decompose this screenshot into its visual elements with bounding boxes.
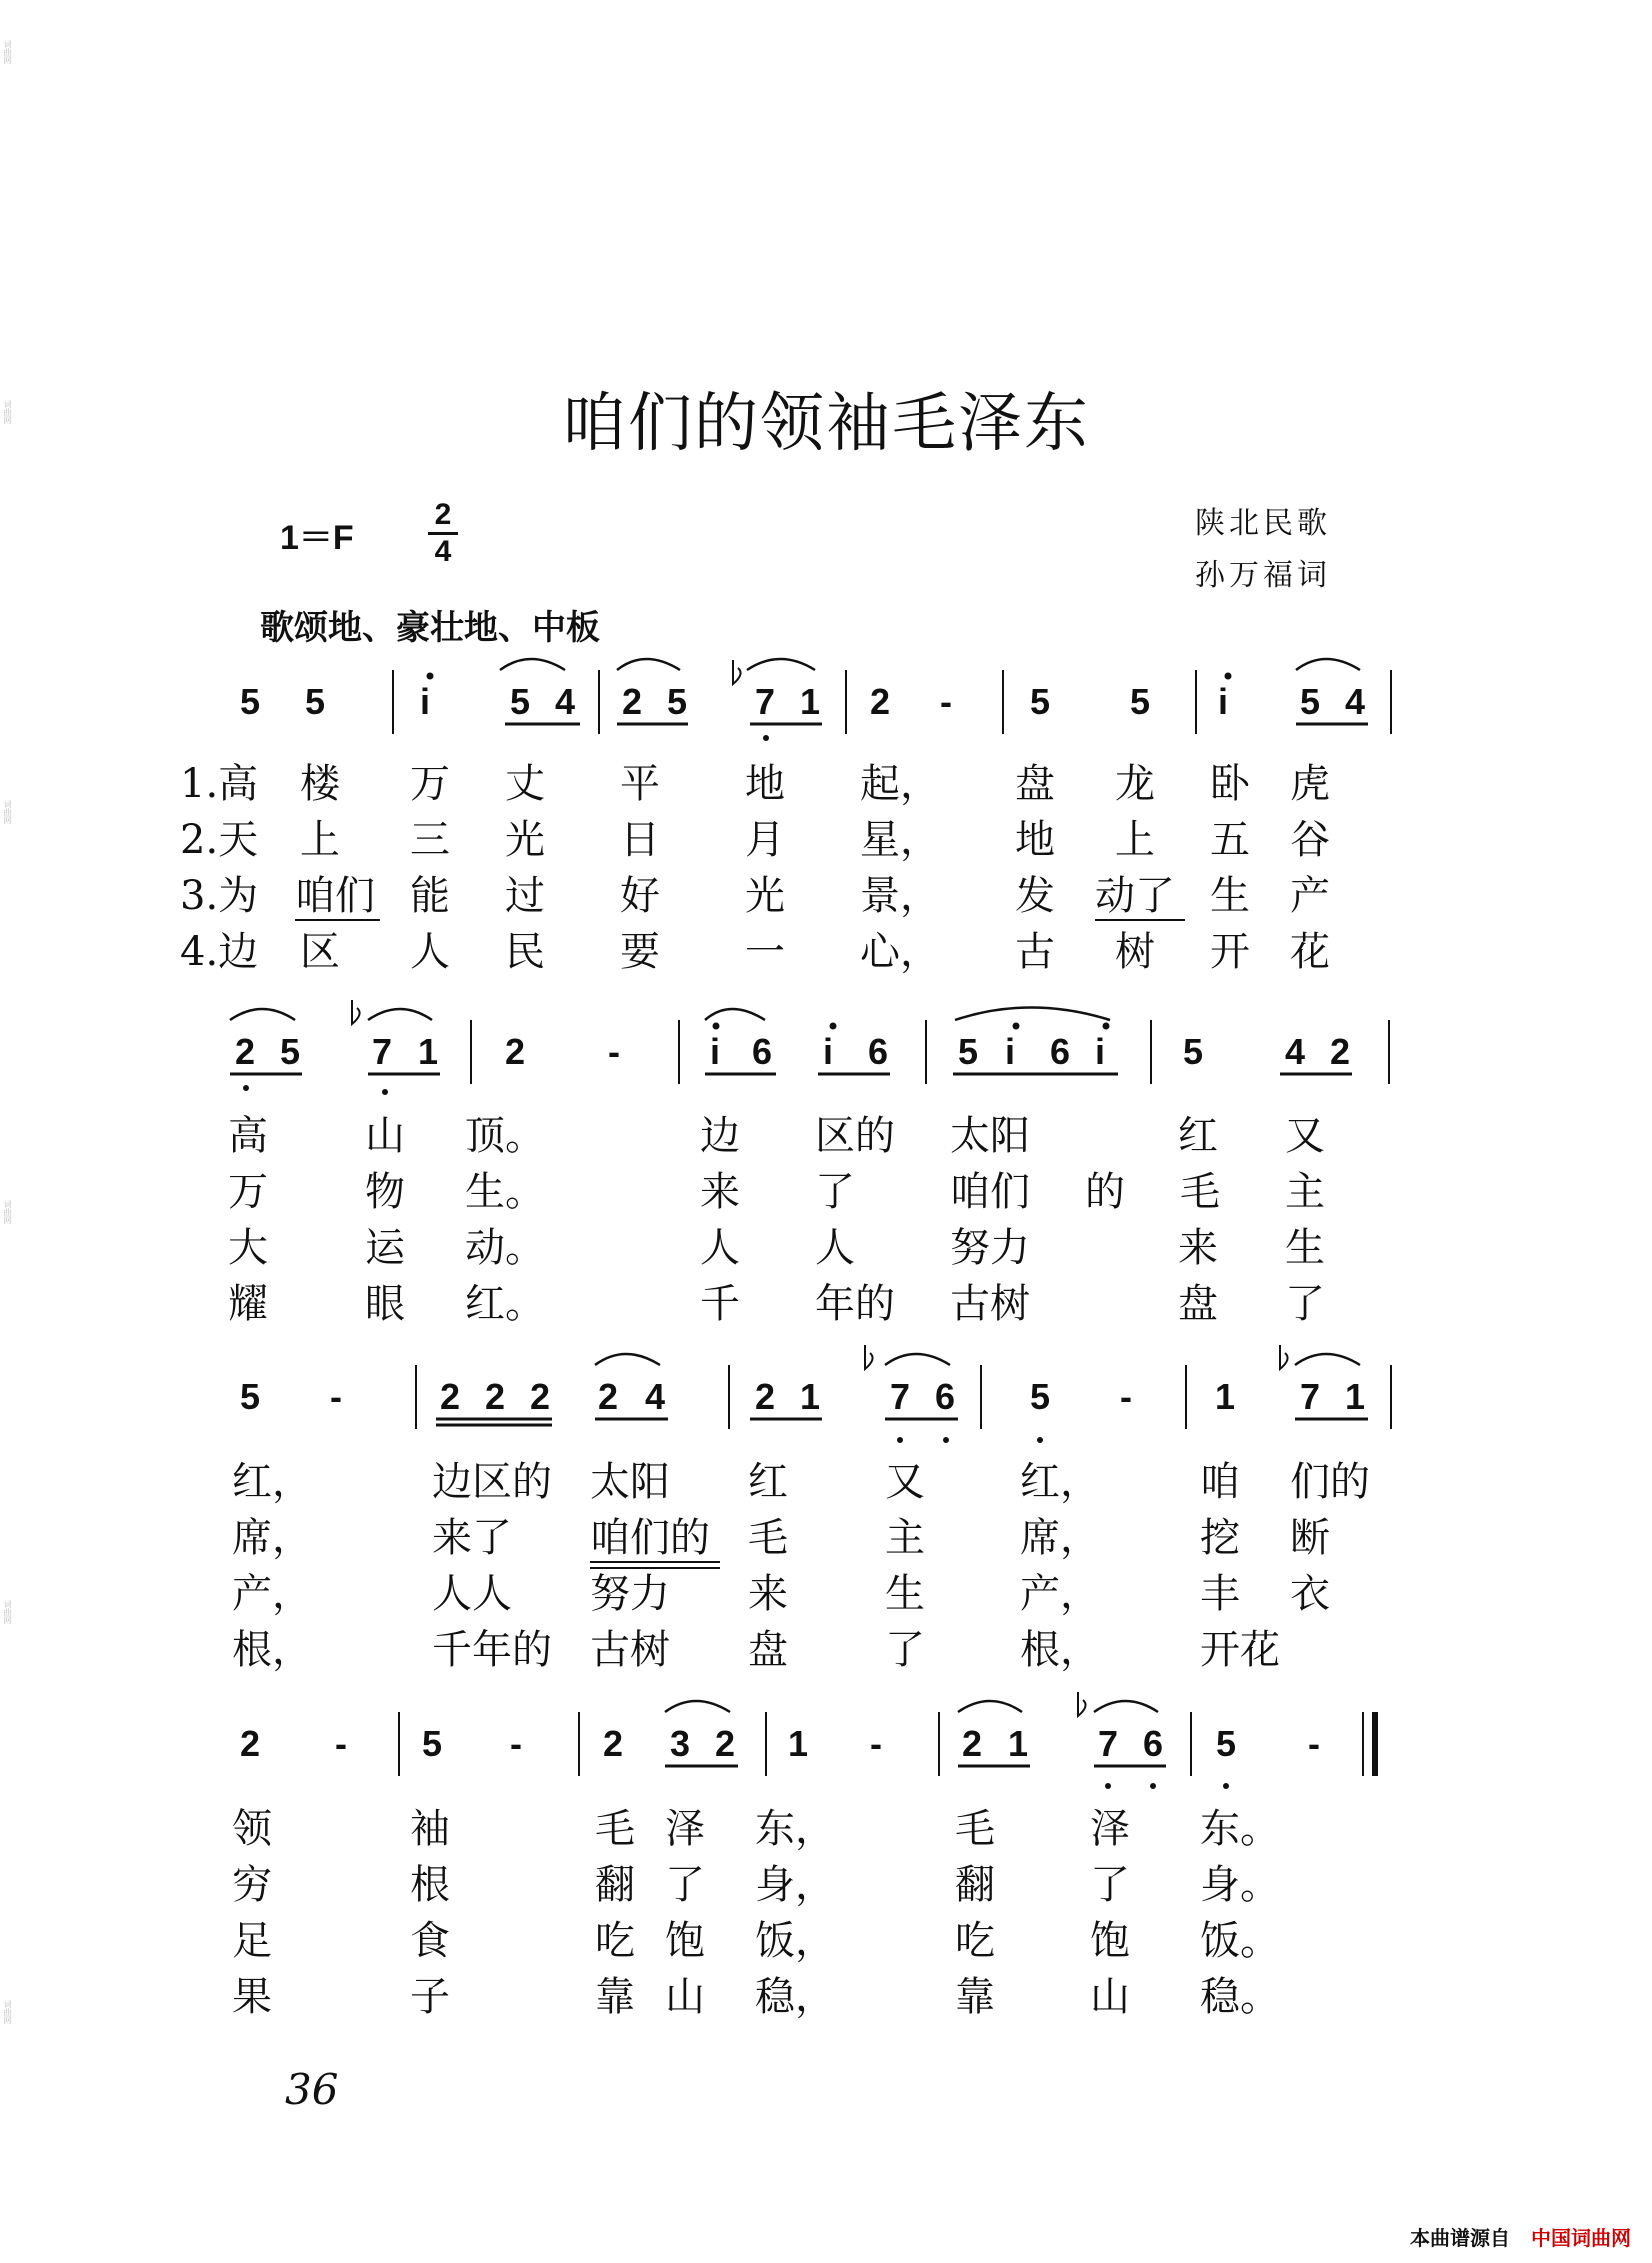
lyric: 红， bbox=[232, 1459, 312, 1505]
lyric: 来 bbox=[1178, 1225, 1218, 1271]
note: 5 bbox=[667, 681, 688, 722]
lyric: 丰 bbox=[1200, 1571, 1240, 1617]
lyric: 身。 bbox=[1200, 1862, 1280, 1908]
source-site-link[interactable]: 中国词曲网 bbox=[1530, 2226, 1631, 2250]
note: 2 bbox=[530, 1376, 551, 1417]
lyric: 又 bbox=[1285, 1113, 1325, 1159]
note: - bbox=[940, 681, 952, 722]
lyric: 穷 bbox=[232, 1862, 272, 1908]
lyric: 卧 bbox=[1210, 761, 1250, 807]
lyric: 龙 bbox=[1115, 761, 1155, 807]
note: 1 bbox=[800, 1376, 821, 1417]
note: 1 bbox=[1008, 1723, 1029, 1764]
lyric: 心， bbox=[860, 929, 940, 975]
note: 5 bbox=[1216, 1723, 1237, 1764]
note: 6 bbox=[1050, 1031, 1071, 1072]
note: 7 bbox=[1098, 1723, 1119, 1764]
note: 5 bbox=[958, 1031, 979, 1072]
lyric: 席， bbox=[232, 1515, 312, 1561]
note: 4 bbox=[555, 681, 576, 722]
lyric: 饱 bbox=[665, 1918, 705, 1964]
lyric: 饱 bbox=[1090, 1918, 1130, 1964]
lyric: 了 bbox=[1090, 1862, 1130, 1908]
lyric: 的 bbox=[1085, 1169, 1125, 1215]
lyric: 运 bbox=[365, 1225, 405, 1271]
lyric: 古树 bbox=[590, 1627, 670, 1673]
lyric: 毛 bbox=[1180, 1169, 1220, 1215]
lyric: 断 bbox=[1290, 1515, 1330, 1561]
note: 6 bbox=[752, 1031, 773, 1072]
lyric: 饭。 bbox=[1200, 1918, 1280, 1964]
lyric: 山 bbox=[365, 1113, 405, 1159]
lyric: 泽 bbox=[1090, 1806, 1130, 1852]
side-watermark: 词曲网 bbox=[3, 800, 12, 824]
note: - bbox=[510, 1723, 522, 1764]
note: 2 bbox=[755, 1376, 776, 1417]
lyric: 生 bbox=[1210, 873, 1250, 919]
lyric: 边区的 bbox=[432, 1459, 552, 1505]
lyric: 来 bbox=[700, 1169, 740, 1215]
lyric: 毛 bbox=[595, 1806, 635, 1852]
lyric: 领 bbox=[232, 1806, 272, 1852]
source-label: 本曲谱源自 bbox=[1410, 2226, 1510, 2250]
lyric: 年的 bbox=[815, 1281, 895, 1327]
lyric: 挖 bbox=[1200, 1515, 1240, 1561]
lyric: 吃 bbox=[955, 1918, 995, 1964]
lyric: 翻 bbox=[595, 1862, 635, 1908]
lyric: 树 bbox=[1115, 929, 1155, 975]
note: 1 bbox=[418, 1031, 439, 1072]
lyric: 红， bbox=[1020, 1459, 1100, 1505]
lyric: 产 bbox=[1290, 873, 1330, 919]
note: 1 bbox=[1215, 1376, 1236, 1417]
lyric: 丈 bbox=[505, 761, 545, 807]
octave-dots bbox=[243, 673, 1232, 1790]
lyric: 1.高 bbox=[180, 761, 259, 807]
lyric: 开花 bbox=[1200, 1627, 1280, 1673]
lyric: 万 bbox=[410, 761, 450, 807]
lyric: 千 bbox=[700, 1281, 740, 1327]
lyric: 盘 bbox=[1015, 761, 1055, 807]
lyric: 咱们的 bbox=[590, 1515, 710, 1561]
lyric: 耀 bbox=[228, 1281, 268, 1327]
lyric: 太阳 bbox=[590, 1459, 670, 1505]
note: i bbox=[1095, 1031, 1106, 1072]
lyric: 高 bbox=[228, 1113, 268, 1159]
lyric: 毛 bbox=[955, 1806, 995, 1852]
lyric: 努力 bbox=[590, 1571, 670, 1617]
lyric: 泽 bbox=[665, 1806, 705, 1852]
note: - bbox=[1120, 1376, 1132, 1417]
lyric: 2.天 bbox=[180, 817, 259, 863]
side-watermark: 词曲网 bbox=[3, 1200, 12, 1224]
note: - bbox=[335, 1723, 347, 1764]
lyric: 顶。 bbox=[465, 1113, 545, 1159]
flat-signs bbox=[352, 660, 1288, 1716]
note: i bbox=[710, 1031, 721, 1072]
note: 2 bbox=[485, 1376, 506, 1417]
lyric: 了 bbox=[815, 1169, 855, 1215]
note: 5 bbox=[1030, 681, 1051, 722]
lyric: 月 bbox=[745, 817, 785, 863]
note: 1 bbox=[1345, 1376, 1366, 1417]
key-signature: 1＝F bbox=[280, 519, 354, 557]
lyric: 光 bbox=[745, 873, 785, 919]
lyric: 能 bbox=[410, 873, 450, 919]
lyric: 虎 bbox=[1290, 761, 1330, 807]
note: 5 bbox=[240, 1376, 261, 1417]
lyric: 靠 bbox=[595, 1974, 635, 2020]
lyric: 们的 bbox=[1290, 1459, 1370, 1505]
lyric: 平 bbox=[620, 761, 660, 807]
lyric: 了 bbox=[665, 1862, 705, 1908]
note: 4 bbox=[645, 1376, 666, 1417]
lyric: 三 bbox=[410, 817, 450, 863]
lyric: 眼 bbox=[365, 1281, 405, 1327]
side-watermark: 词曲网 bbox=[3, 1600, 12, 1624]
note: 2 bbox=[235, 1031, 256, 1072]
note: 4 bbox=[1345, 681, 1366, 722]
lyric: 开 bbox=[1210, 929, 1250, 975]
slurs bbox=[230, 659, 1360, 1712]
note: 2 bbox=[598, 1376, 619, 1417]
lyric: 咱 bbox=[1200, 1459, 1240, 1505]
lyric: 上 bbox=[300, 817, 340, 863]
lyric: 人 bbox=[700, 1225, 740, 1271]
lyric: 了 bbox=[1285, 1281, 1325, 1327]
lyric: 楼 bbox=[300, 761, 340, 807]
lyric: 衣 bbox=[1290, 1571, 1330, 1617]
note: 2 bbox=[1330, 1031, 1351, 1072]
note: - bbox=[870, 1723, 882, 1764]
lyric: 努力 bbox=[950, 1225, 1030, 1271]
note: 2 bbox=[505, 1031, 526, 1072]
note: i bbox=[1218, 681, 1229, 722]
lyric: 一 bbox=[745, 929, 785, 975]
lyric: 光 bbox=[505, 817, 545, 863]
lyric: 要 bbox=[620, 929, 660, 975]
lyric: 动。 bbox=[465, 1225, 545, 1271]
note: 3 bbox=[670, 1723, 691, 1764]
beams bbox=[230, 724, 1368, 1766]
note: 5 bbox=[1183, 1031, 1204, 1072]
lyric: 来 bbox=[748, 1571, 788, 1617]
note: 2 bbox=[440, 1376, 461, 1417]
note: 5 bbox=[510, 681, 531, 722]
lyric: 日 bbox=[620, 817, 660, 863]
lyric: 星， bbox=[860, 817, 940, 863]
tempo-marking: 歌颂地、豪壮地、中板 bbox=[260, 608, 600, 648]
side-watermark: 词曲网 bbox=[3, 2000, 12, 2024]
note: 2 bbox=[870, 681, 891, 722]
note: i bbox=[823, 1031, 834, 1072]
note: i bbox=[1005, 1031, 1016, 1072]
lyric: 饭， bbox=[755, 1918, 835, 1964]
lyric: 花 bbox=[1290, 929, 1330, 975]
song-title: 咱们的领袖毛泽东 bbox=[562, 387, 1090, 461]
lyric: 东， bbox=[755, 1806, 835, 1852]
note: 2 bbox=[622, 681, 643, 722]
note: - bbox=[1308, 1723, 1320, 1764]
lyric: 边 bbox=[700, 1113, 740, 1159]
lyric: 起， bbox=[860, 761, 940, 807]
lyric: 物 bbox=[365, 1169, 405, 1215]
lyric: 好 bbox=[620, 873, 660, 919]
note: 6 bbox=[935, 1376, 956, 1417]
lyric: 红 bbox=[748, 1459, 788, 1505]
lyric: 红。 bbox=[465, 1281, 545, 1327]
lyric: 产， bbox=[232, 1571, 312, 1617]
lyric: 五 bbox=[1210, 817, 1250, 863]
note: 2 bbox=[603, 1723, 624, 1764]
lyric: 景， bbox=[860, 873, 940, 919]
lyricist-credit: 孙万福词 bbox=[1195, 558, 1331, 593]
note: 1 bbox=[788, 1723, 809, 1764]
lyric: 大 bbox=[228, 1225, 268, 1271]
note: i bbox=[420, 681, 431, 722]
time-signature-bottom: 4 bbox=[434, 535, 452, 568]
side-watermark: 词曲网 bbox=[3, 400, 12, 424]
lyric: 稳。 bbox=[1200, 1974, 1280, 2020]
lyric: 袖 bbox=[410, 1806, 450, 1852]
lyric: 盘 bbox=[748, 1627, 788, 1673]
lyric: 盘 bbox=[1178, 1281, 1218, 1327]
lyric: 稳， bbox=[755, 1974, 835, 2020]
lyric: 山 bbox=[665, 1974, 705, 2020]
note: 7 bbox=[755, 681, 776, 722]
note: 5 bbox=[1130, 681, 1151, 722]
lyric: 生 bbox=[1285, 1225, 1325, 1271]
note: 1 bbox=[800, 681, 821, 722]
lyric: 足 bbox=[232, 1918, 272, 1964]
note: 2 bbox=[962, 1723, 983, 1764]
lyric: 又 bbox=[885, 1459, 925, 1505]
lyric: 主 bbox=[1285, 1169, 1325, 1215]
lyric: 区 bbox=[300, 929, 340, 975]
lyric: 主 bbox=[885, 1515, 925, 1561]
note: 5 bbox=[1300, 681, 1321, 722]
note: - bbox=[608, 1031, 620, 1072]
lyric: 产， bbox=[1020, 1571, 1100, 1617]
lyric: 古 bbox=[1015, 929, 1055, 975]
lyric: 谷 bbox=[1290, 817, 1330, 863]
lyric: 人 bbox=[410, 929, 450, 975]
lyric: 地 bbox=[745, 761, 785, 807]
lyric: 人 bbox=[815, 1225, 855, 1271]
lyric: 万 bbox=[228, 1169, 268, 1215]
lyric: 生。 bbox=[465, 1169, 545, 1215]
lyric: 根， bbox=[1020, 1627, 1100, 1673]
lyric: 吃 bbox=[595, 1918, 635, 1964]
lyric: 果 bbox=[232, 1974, 272, 2020]
note: 7 bbox=[890, 1376, 911, 1417]
lyric: 了 bbox=[885, 1627, 925, 1673]
lyric: 靠 bbox=[955, 1974, 995, 2020]
lyric: 太阳 bbox=[950, 1113, 1030, 1159]
lyric: 过 bbox=[505, 873, 545, 919]
lyric: 山 bbox=[1090, 1974, 1130, 2020]
lyric: 翻 bbox=[955, 1862, 995, 1908]
note: 5 bbox=[280, 1031, 301, 1072]
note: 5 bbox=[305, 681, 326, 722]
page-number: 36 bbox=[285, 2065, 339, 2114]
note: 2 bbox=[715, 1723, 736, 1764]
lyric: 3.为 bbox=[180, 873, 259, 919]
origin-credit: 陕北民歌 bbox=[1195, 506, 1331, 541]
lyric: 动了 bbox=[1095, 873, 1175, 919]
lyric: 来了 bbox=[432, 1515, 512, 1561]
note: 6 bbox=[1143, 1723, 1164, 1764]
lyric: 身， bbox=[755, 1862, 835, 1908]
lyric: 古树 bbox=[950, 1281, 1030, 1327]
note: 5 bbox=[422, 1723, 443, 1764]
lyric: 民 bbox=[505, 929, 545, 975]
note: 2 bbox=[240, 1723, 261, 1764]
lyric: 咱们 bbox=[295, 873, 375, 919]
lyric: 子 bbox=[410, 1974, 450, 2020]
note: 5 bbox=[240, 681, 261, 722]
lyric: 毛 bbox=[748, 1515, 788, 1561]
note: 7 bbox=[372, 1031, 393, 1072]
lyric: 上 bbox=[1115, 817, 1155, 863]
time-signature-top: 2 bbox=[434, 498, 452, 531]
lyric: 食 bbox=[410, 1918, 450, 1964]
lyric: 东。 bbox=[1200, 1806, 1280, 1852]
note: 7 bbox=[1300, 1376, 1321, 1417]
note: 5 bbox=[1030, 1376, 1051, 1417]
lyric: 人人 bbox=[432, 1571, 512, 1617]
lyric: 席， bbox=[1020, 1515, 1100, 1561]
lyric: 地 bbox=[1015, 817, 1055, 863]
lyric: 咱们 bbox=[950, 1169, 1030, 1215]
lyric: 根 bbox=[410, 1862, 450, 1908]
source-footer bbox=[1410, 2222, 1631, 2251]
side-watermark: 词曲网 bbox=[3, 40, 12, 64]
lyric: 根， bbox=[232, 1627, 312, 1673]
lyric: 4.边 bbox=[180, 929, 259, 975]
lyric: 红 bbox=[1178, 1113, 1218, 1159]
note: 4 bbox=[1285, 1031, 1306, 1072]
note: 6 bbox=[868, 1031, 889, 1072]
lyric: 区的 bbox=[815, 1113, 895, 1159]
lyric: 千年的 bbox=[432, 1627, 552, 1673]
note: - bbox=[330, 1376, 342, 1417]
lyric: 生 bbox=[885, 1571, 925, 1617]
lyric: 发 bbox=[1015, 873, 1055, 919]
